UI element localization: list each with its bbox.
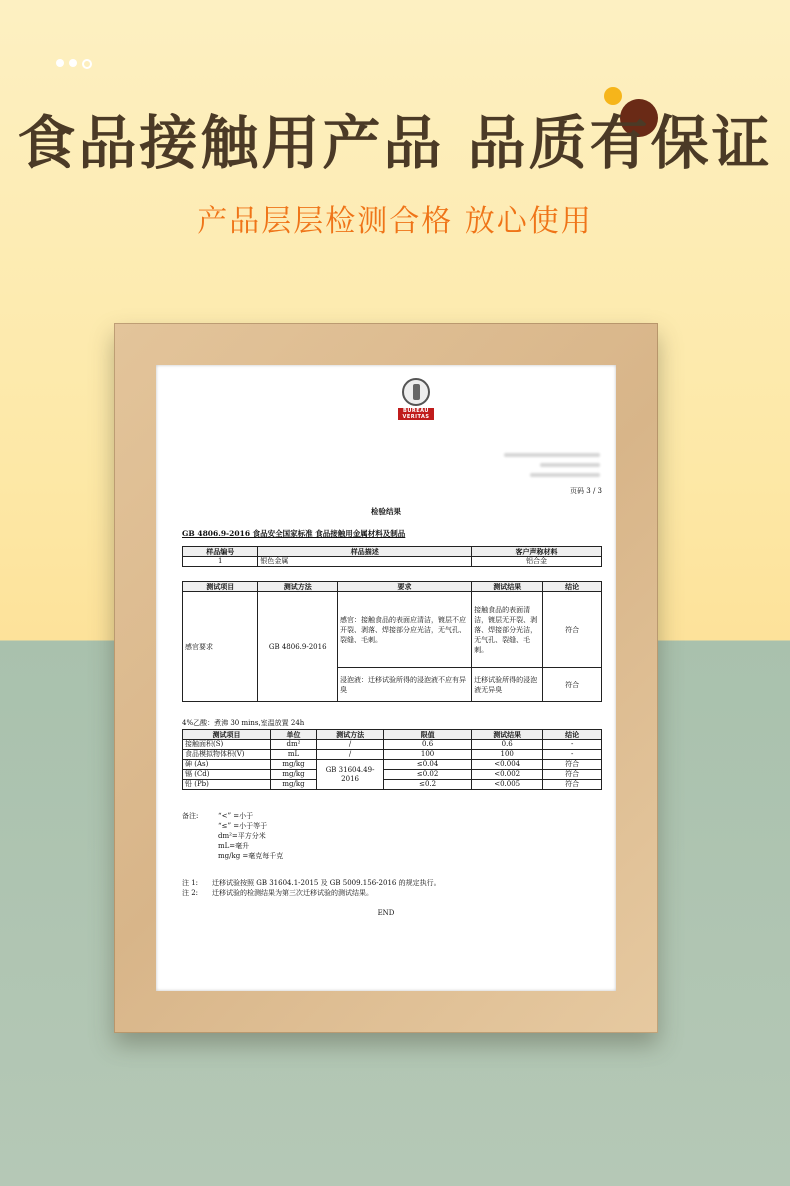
dot <box>56 59 64 67</box>
logo-emblem-icon <box>402 378 430 406</box>
page-number: 页码 3 / 3 <box>570 487 602 495</box>
migration-table: 测试项目 单位 测试方法 限值 测试结果 结论 接触面积(S) dm² / 0.6 0.6 - 食品模拟物体积(V) mL / 100 100 - 砷 (As) mg/kg GB 31604.49-2016 ≤0.04 <0.004 符合 镉 (Cd) mg/kg ≤0.02 <0.002 符合 铅 (Pb) mg/kg ≤0.2 <0.005 符合 <box>182 729 602 790</box>
wooden-frame <box>114 323 658 1033</box>
dot <box>69 59 77 67</box>
table-row: 铅 (Pb) mg/kg ≤0.2 <0.005 符合 <box>183 780 602 790</box>
report-title: 检验结果 <box>371 507 401 516</box>
subheadline: 产品层层检测合格 放心使用 <box>197 204 593 239</box>
notes: 注 1: 迁移试验按照 GB 31604.1-2015 及 GB 5009.156-2016 的规定执行。 注 2: 迁移试验的检测结果为第三次迁移试验的测试结果。 <box>182 879 441 897</box>
remarks: 备注: “<” =小于 “≤” =小于等于 dm²=平方分米 mL=毫升 mg/kg =毫克每千克 <box>182 812 284 860</box>
test-condition: 4%乙酸：煮沸 30 mins,室温放置 24h <box>182 719 305 727</box>
redacted-text <box>540 463 600 467</box>
carousel-dots <box>56 59 92 69</box>
end-marker: END <box>377 909 395 917</box>
standard-title: GB 4806.9-2016 食品安全国家标准 食品接触用金属材料及制品 <box>182 529 406 538</box>
table-row: 砷 (As) mg/kg GB 31604.49-2016 ≤0.04 <0.004 符合 <box>183 760 602 770</box>
dot <box>82 59 92 69</box>
sensory-table: 测试项目 测试方法 要求 测试结果 结论 感官要求 GB 4806.9-2016 感官：接触食品的表面应清洁，镀层不应开裂、剥落、焊接部分应光洁，无气孔、裂缝、毛刺。 接触食品的表面清洁，镀层无开裂、剥落、焊接部分光洁，无气孔、裂缝、毛刺。 符合 浸泡液：迁移试验所得的浸泡液不应有异臭 迁移试验所得的浸泡液无异臭 符合 <box>182 581 602 702</box>
table-row: 食品模拟物体积(V) mL / 100 100 - <box>183 750 602 760</box>
test-report <box>156 365 616 991</box>
headline: 食品接触用产品 品质有保证 <box>17 109 773 177</box>
redacted-text <box>504 453 600 457</box>
bureau-veritas-logo: BUREAU VERITAS <box>398 378 434 420</box>
table-row: 接触面积(S) dm² / 0.6 0.6 - <box>183 740 602 750</box>
sample-table: 样品编号 样品描述 客户声称材料 1 银色金属 铝合金 <box>182 546 602 567</box>
redacted-text <box>530 473 600 477</box>
table-row: 镉 (Cd) mg/kg ≤0.02 <0.002 符合 <box>183 770 602 780</box>
